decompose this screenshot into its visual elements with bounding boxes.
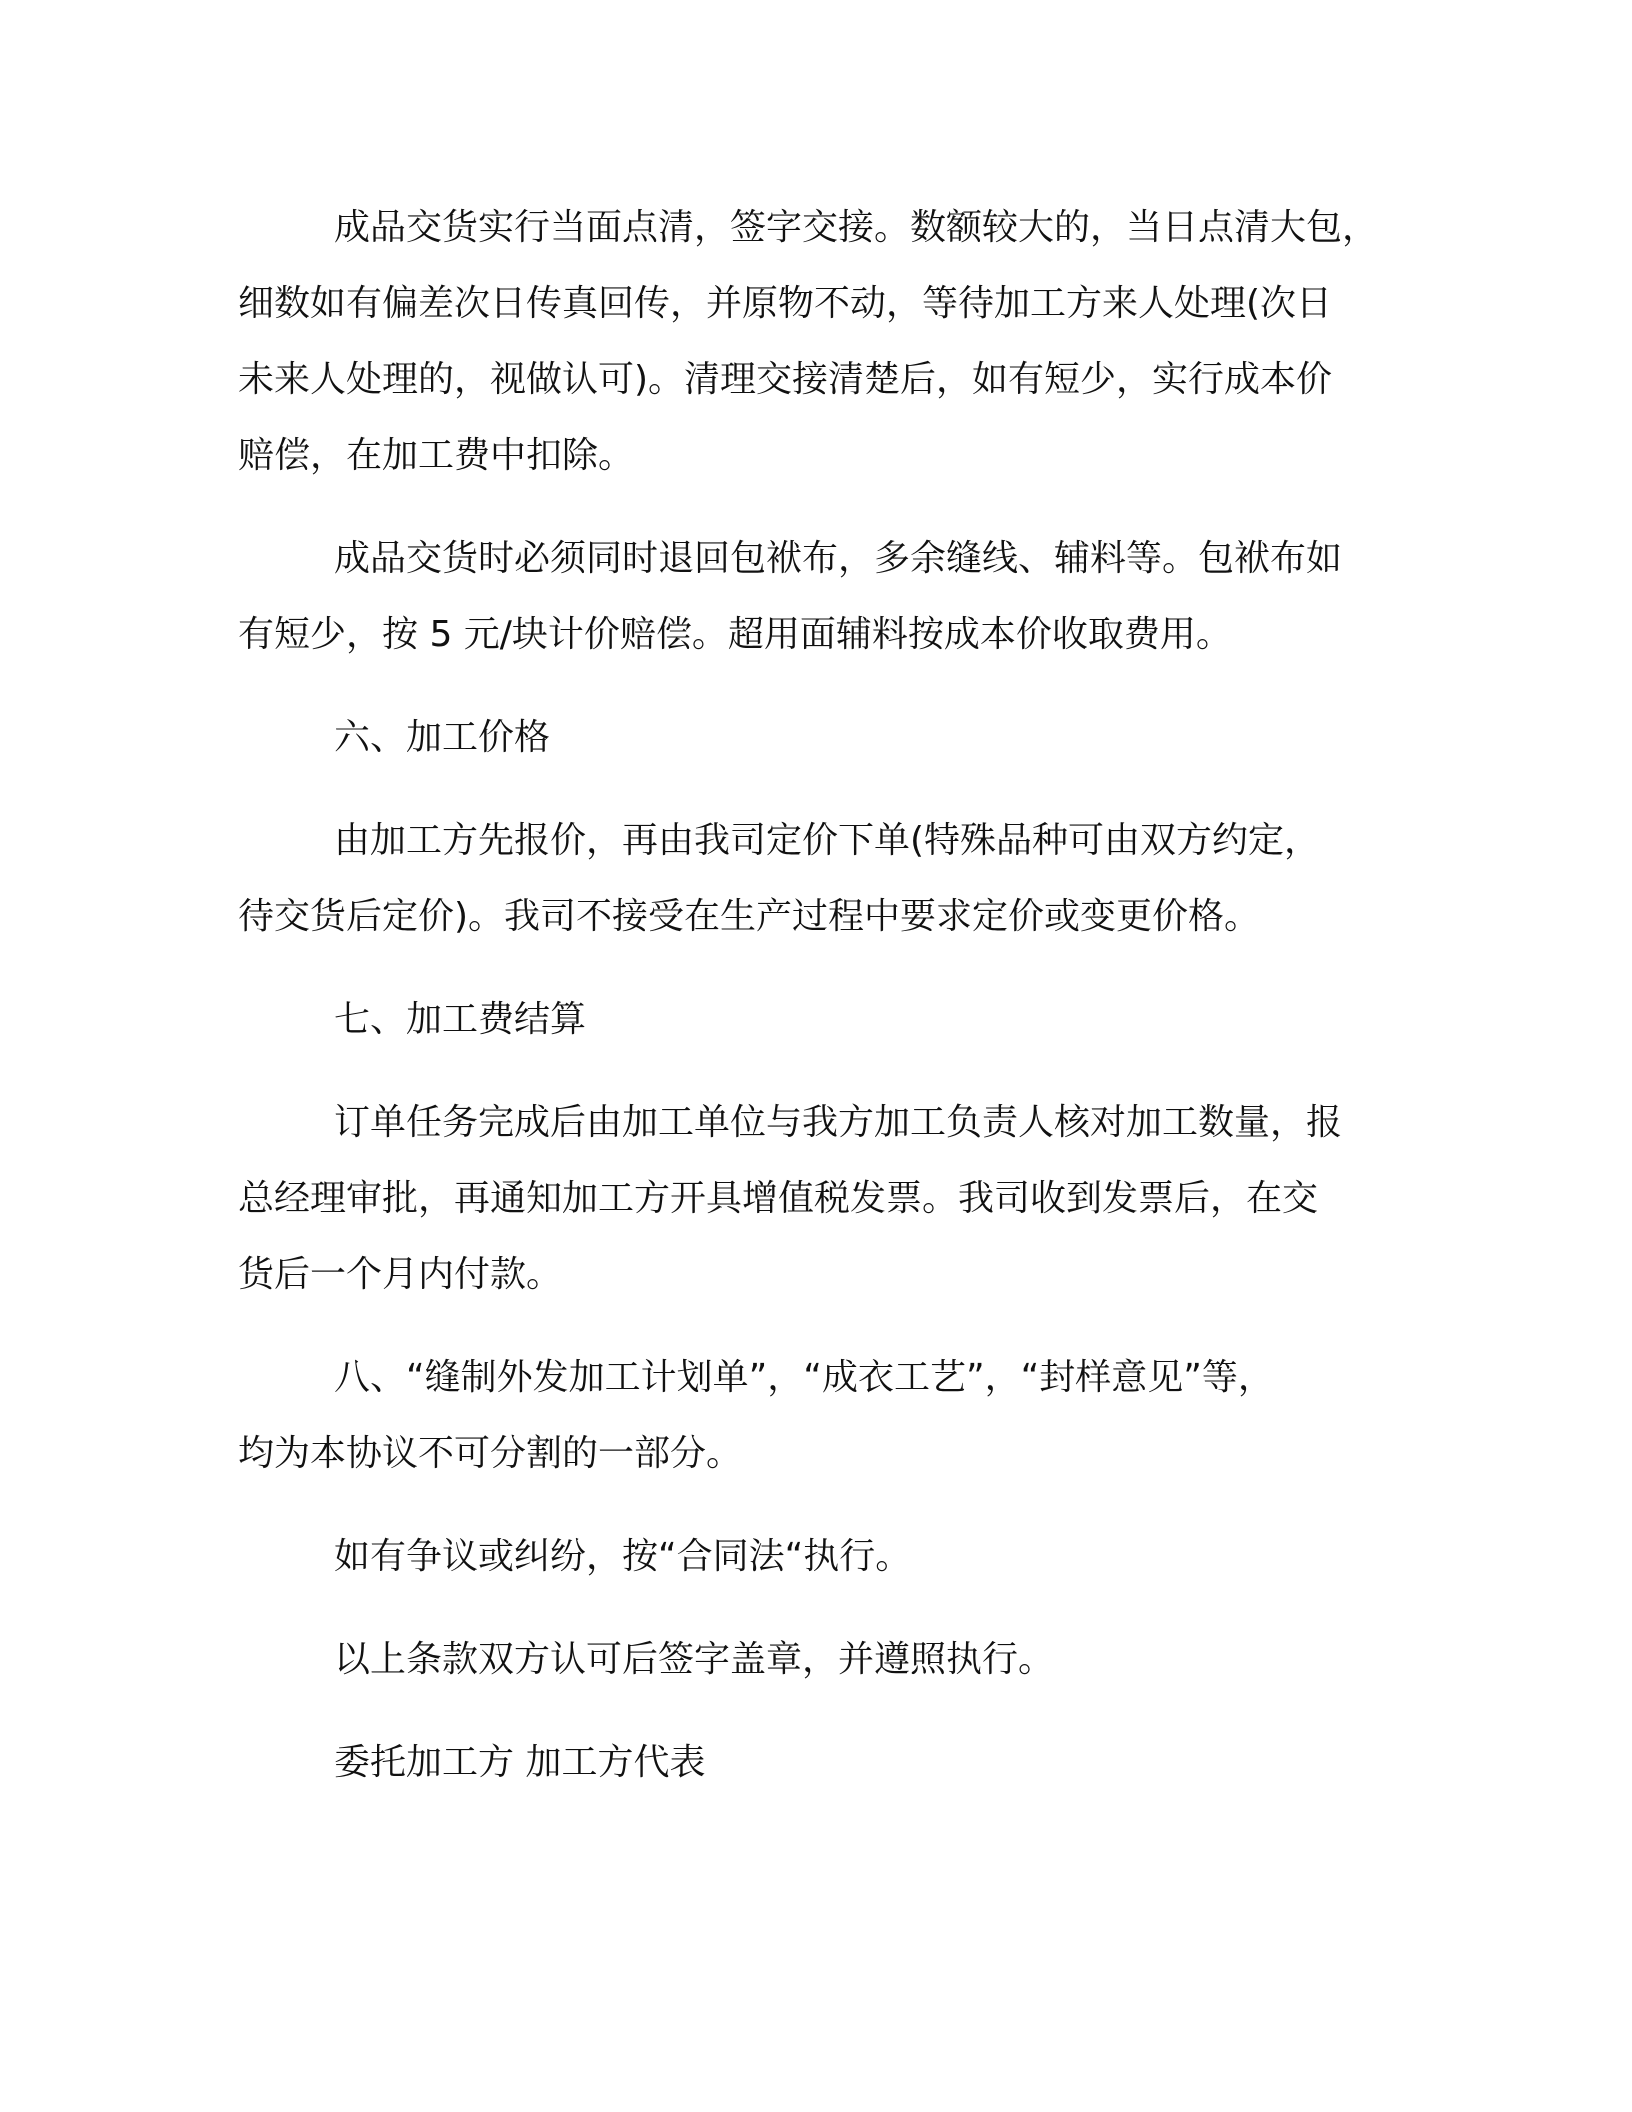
section-heading-pricing — [238, 700, 1398, 776]
signature-parties — [238, 1725, 1398, 1801]
section-paragraph-attachments — [238, 1340, 1398, 1492]
text-line: 由加工方先报价，再由我司定价下单(特殊品种可由双方约定， — [334, 820, 1321, 861]
text-line: 细数如有偏差次日传真回传，并原物不动，等待加工方来人处理(次日 — [238, 283, 1333, 324]
text-line: 成品交货实行当面点清，签字交接。数额较大的，当日点清大包， — [334, 207, 1379, 248]
paragraph-signing — [238, 1622, 1398, 1698]
section-heading-settlement — [238, 982, 1398, 1058]
text-line: 订单任务完成后由加工单位与我方加工负责人核对加工数量，报 — [334, 1102, 1343, 1143]
text-line: 六、加工价格 — [334, 717, 551, 758]
text-line: 七、加工费结算 — [334, 999, 587, 1040]
paragraph-wrapping-cloth — [238, 521, 1398, 673]
text-line: 未来人处理的，视做认可)。清理交接清楚后，如有短少，实行成本价 — [238, 359, 1333, 400]
text-line: 待交货后定价)。我司不接受在生产过程中要求定价或变更价格。 — [238, 896, 1261, 937]
text-line: 委托加工方 加工方代表 — [334, 1742, 706, 1783]
paragraph-pricing — [238, 803, 1398, 955]
paragraph-settlement — [238, 1085, 1398, 1313]
paragraph-delivery — [238, 190, 1398, 494]
paragraph-disputes — [238, 1519, 1398, 1595]
document-body — [238, 190, 1398, 1828]
text-line: 总经理审批，再通知加工方开具增值税发票。我司收到发票后，在交 — [238, 1178, 1319, 1219]
text-line: 成品交货时必须同时退回包袱布，多余缝线、辅料等。包袱布如 — [334, 538, 1343, 579]
text-line: 八、“缝制外发加工计划单”，“成衣工艺”，“封样意见”等， — [334, 1357, 1274, 1398]
text-line: 如有争议或纠纷，按“合同法“执行。 — [334, 1536, 912, 1577]
text-line: 以上条款双方认可后签字盖章，并遵照执行。 — [334, 1639, 1055, 1680]
text-line: 货后一个月内付款。 — [238, 1254, 563, 1295]
text-line: 均为本协议不可分割的一部分。 — [238, 1433, 743, 1474]
text-line: 赔偿，在加工费中扣除。 — [238, 435, 635, 476]
text-line: 有短少，按 5 元/块计价赔偿。超用面辅料按成本价收取费用。 — [238, 614, 1232, 655]
